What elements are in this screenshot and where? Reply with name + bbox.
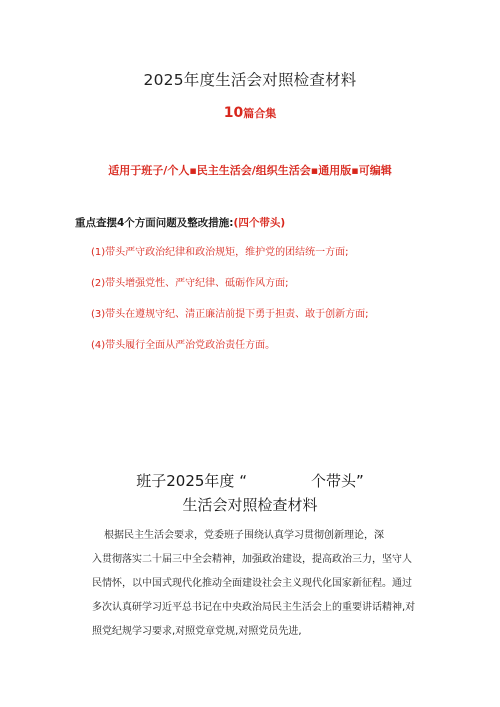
subtitle-number: 10 bbox=[223, 105, 244, 121]
focus-heading-text: 重点查摆4个方面问题及整改措施: bbox=[75, 217, 234, 229]
focus-heading bbox=[75, 215, 285, 230]
focus-item: (2)带头增强党性、严守纪律、砥砺作风方面; bbox=[91, 278, 289, 289]
section-title-part1: 班子2025年度 “ bbox=[136, 472, 247, 490]
section-title-part2: 个带头” bbox=[310, 472, 364, 490]
body-line: 根据民主生活会要求，党委班子围绕认真学习贯彻创新理论，深 bbox=[104, 530, 384, 541]
body-line: 民情怀，以中国式现代化推动全面建设社会主义现代化国家新征程。通过 bbox=[92, 578, 412, 589]
focus-item: (3)带头在遵规守纪、清正廉洁前提下勇于担责、敢于创新方面; bbox=[91, 309, 369, 320]
body-line: 多次认真研学习近平总书记在中央政治局民主生活会上的重要讲话精神,对 bbox=[92, 602, 416, 613]
section-title-line1 bbox=[0, 470, 500, 491]
document-subtitle bbox=[0, 102, 500, 121]
body-line: 照党纪规学习要求,对照党章党规,对照党员先进, bbox=[92, 626, 302, 637]
tagline: 适用于班子/个人▪民主生活会/组织生活会▪通用版▪可编辑 bbox=[108, 164, 392, 177]
body-line: 入贯彻落实二十届三中全会精神，加强政治建设，提高政治三力，坚守人 bbox=[92, 554, 412, 565]
subtitle-rest: 篇合集 bbox=[243, 107, 277, 120]
focus-item: (1)带头严守政治纪律和政治规矩，维护党的团结统一方面; bbox=[91, 247, 349, 258]
body-paragraph bbox=[92, 524, 432, 644]
document-title: 2025年度生活会对照检查材料 bbox=[143, 71, 357, 89]
section-title-line2: 生活会对照检查材料 bbox=[182, 496, 318, 514]
focus-item: (4)带头履行全面从严治党政治责任方面。 bbox=[91, 340, 276, 351]
focus-heading-red: (四个带头) bbox=[233, 217, 286, 229]
focus-items-list bbox=[91, 246, 369, 370]
